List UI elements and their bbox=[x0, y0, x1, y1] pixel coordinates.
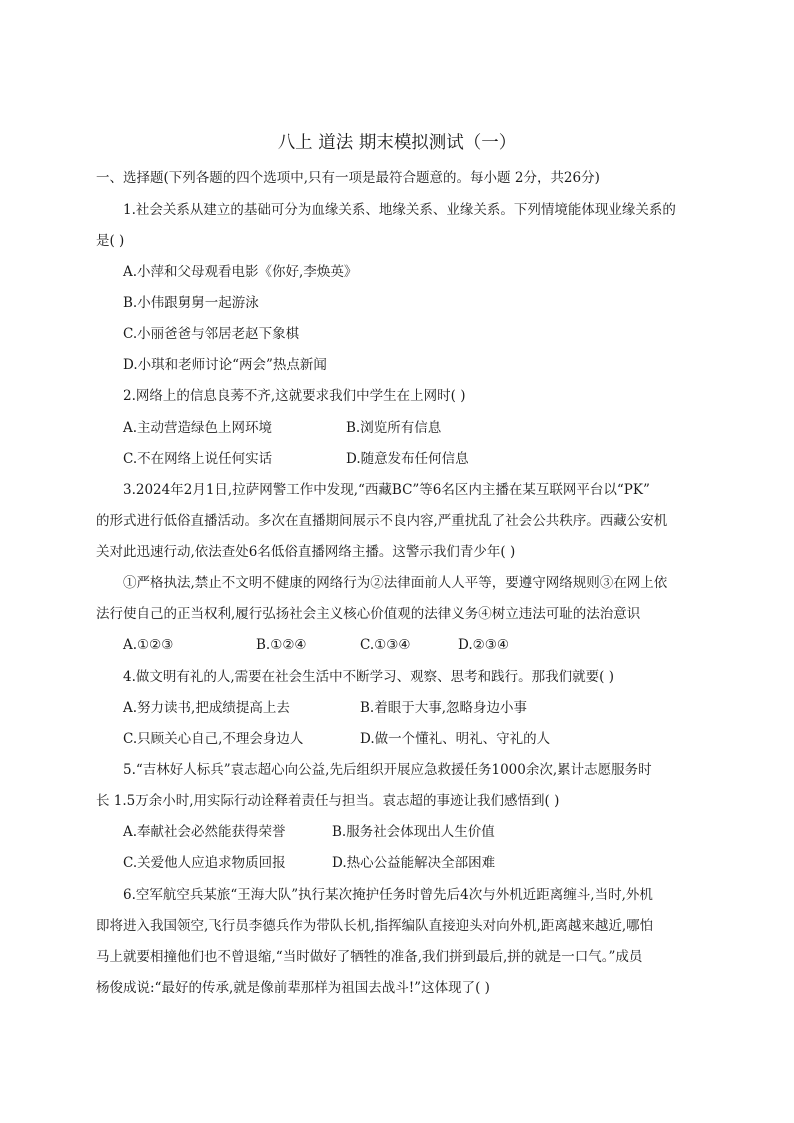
question-1-stem-line-2: 是( ) bbox=[96, 233, 125, 249]
question-6-stem-line-1: 6.空军航空兵某旅“王海大队”执行某次掩护任务时曾先后4次与外机近距离缠斗,当时,外机 bbox=[123, 887, 653, 903]
question-4-stem-line-1: 4.做文明有礼的人,需要在社会生活中不断学习、观察、思考和践行。那我们就要( ) bbox=[123, 669, 614, 685]
question-4-option-d: D.做一个懂礼、明礼、守礼的人 bbox=[360, 731, 551, 747]
question-1-stem-line-1: 1.社会关系从建立的基础可分为血缘关系、地缘关系、业缘关系。下列情境能体现业缘关系的 bbox=[123, 202, 676, 218]
question-2-option-c: C.不在网络上说任何实话 bbox=[123, 451, 273, 467]
question-4-option-c: C.只顾关心自己,不理会身边人 bbox=[123, 731, 304, 747]
question-2-option-d: D.随意发布任何信息 bbox=[346, 451, 469, 467]
question-3-option-b: B.①②④ bbox=[256, 637, 307, 653]
question-3-stem-line-2: 的形式进行低俗直播活动。多次在直播期间展示不良内容,严重扰乱了社会公共秩序。西藏公安机 bbox=[96, 513, 668, 529]
page-title: 八上 道法 期末模拟测试（一） bbox=[277, 133, 517, 153]
question-6-stem-line-3: 马上就要相撞他们也不曾退缩,“当时做好了牺牲的准备,我们拼到最后,拼的就是一口气。”成员 bbox=[96, 949, 643, 965]
question-3-stem-line-3: 关对此迅速行动,依法查处6名低俗直播网络主播。这警示我们青少年( ) bbox=[96, 544, 516, 560]
question-2-option-b: B.浏览所有信息 bbox=[346, 420, 442, 436]
question-1-option-c: C.小丽爸爸与邻居老赵下象棋 bbox=[123, 326, 300, 342]
question-4-option-b: B.着眼于大事,忽略身边小事 bbox=[360, 700, 528, 716]
question-3-stem-line-1: 3.2024年2月1日,拉萨网警工作中发现,“西藏BC”等6名区内主播在某互联网平台以“PK” bbox=[123, 482, 650, 498]
question-3-option-a: A.①②③ bbox=[123, 637, 174, 653]
question-1-option-b: B.小伟跟舅舅一起游泳 bbox=[123, 295, 259, 311]
question-2-stem-line-1: 2.网络上的信息良莠不齐,这就要求我们中学生在上网时( ) bbox=[123, 388, 466, 404]
question-5-option-a: A.奉献社会必然能获得荣誉 bbox=[123, 824, 286, 840]
question-3-statement-line-2: 法行使自己的正当权利,履行弘扬社会主义核心价值观的法律义务④树立违法可耻的法治意识 bbox=[96, 606, 641, 622]
question-6-stem-line-2: 即将进入我国领空,飞行员李德兵作为带队长机,指挥编队直接迎头对向外机,距离越来越近,哪怕 bbox=[96, 918, 654, 934]
question-3-option-c: C.①③④ bbox=[360, 637, 411, 653]
question-5-option-b: B.服务社会体现出人生价值 bbox=[332, 824, 495, 840]
question-6-stem-line-4: 杨俊成说:“最好的传承,就是像前辈那样为祖国去战斗!”这体现了( ) bbox=[96, 980, 490, 996]
question-1-option-d: D.小琪和老师讨论“两会”热点新闻 bbox=[123, 357, 327, 373]
question-5-option-c: C.关爱他人应追求物质回报 bbox=[123, 855, 286, 871]
question-1-option-a: A.小萍和父母观看电影《你好,李焕英》 bbox=[123, 264, 358, 280]
question-4-option-a: A.努力读书,把成绩提高上去 bbox=[123, 700, 290, 716]
question-2-option-a: A.主动营造绿色上网环境 bbox=[123, 420, 273, 436]
question-3-statement-line-1: ①严格执法,禁止不文明不健康的网络行为②法律面前人人平等，要遵守网络规则③在网上依 bbox=[123, 575, 668, 591]
question-3-option-d: D.②③④ bbox=[458, 637, 509, 653]
question-5-stem-line-2: 长 1.5万余小时,用实际行动诠释着责任与担当。袁志超的事迹让我们感悟到( ) bbox=[96, 793, 560, 809]
question-5-option-d: D.热心公益能解决全部困难 bbox=[332, 855, 496, 871]
section-heading: 一、选择题(下列各题的四个选项中,只有一项是最符合题意的。每小题 2分，共26分) bbox=[96, 170, 600, 186]
question-5-stem-line-1: 5.“吉林好人标兵”袁志超心向公益,先后组织开展应急救援任务1000余次,累计志愿服务时 bbox=[123, 762, 652, 778]
